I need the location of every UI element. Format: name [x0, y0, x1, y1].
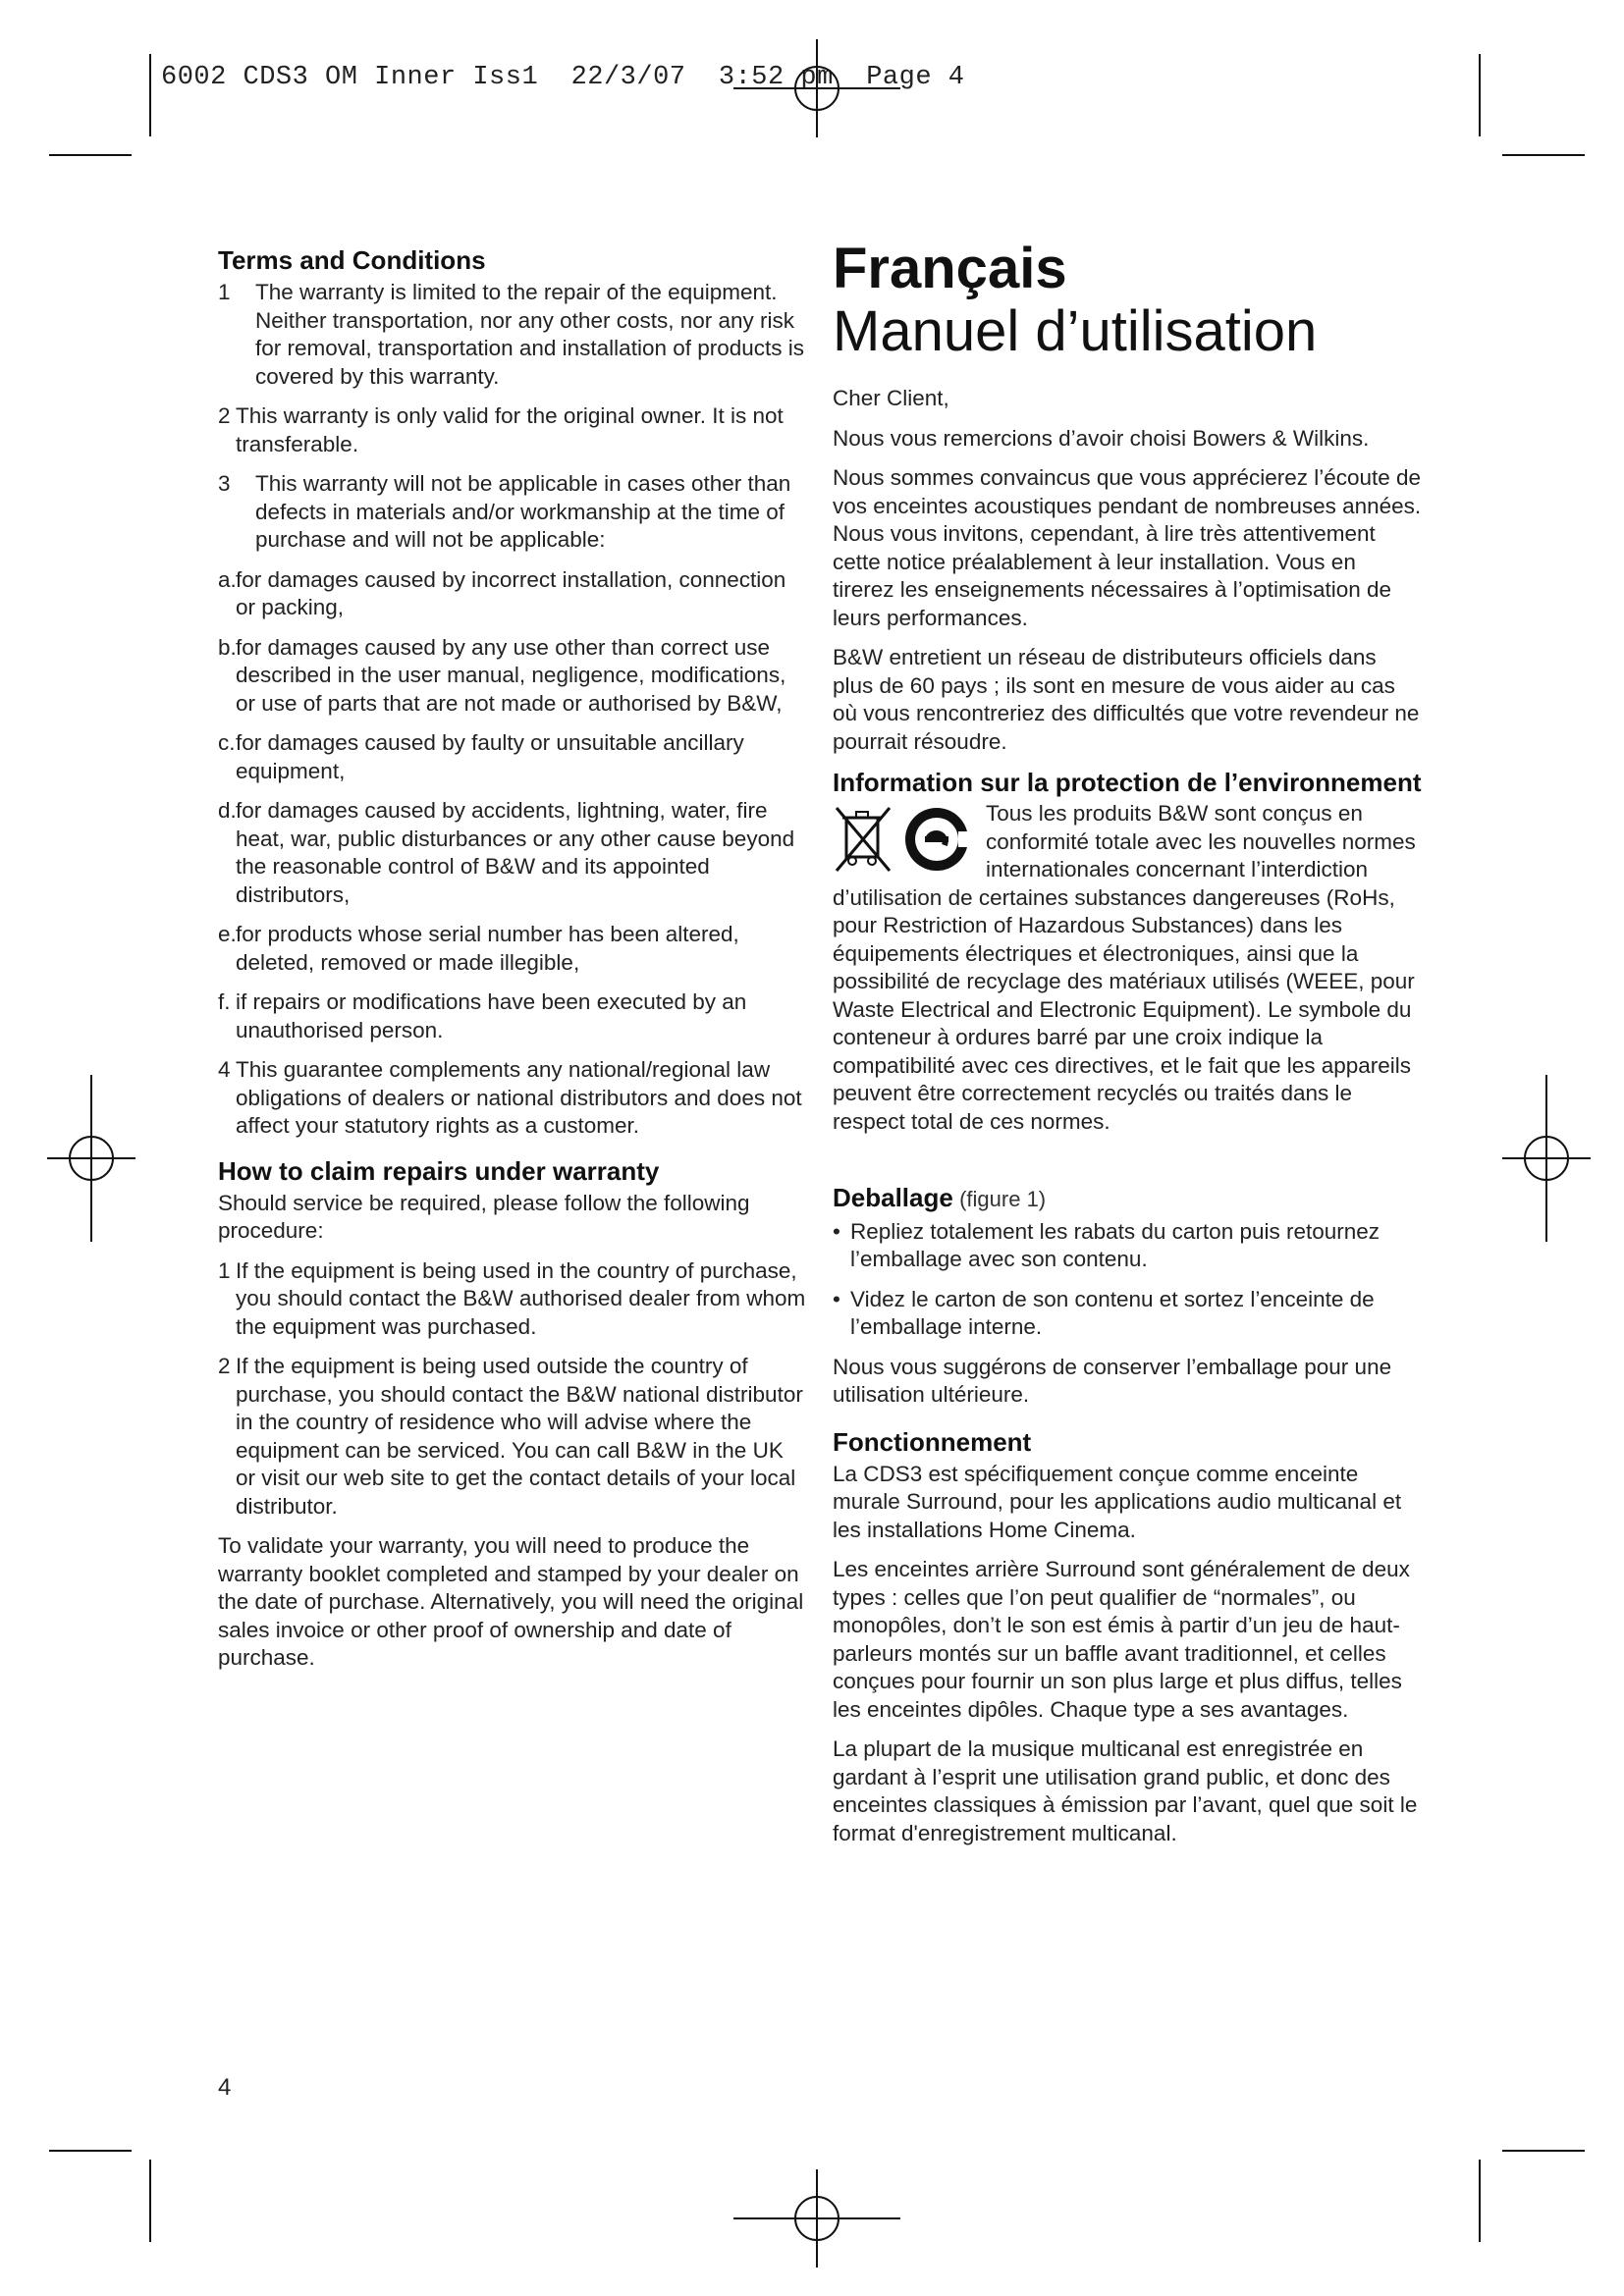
- terms-item-b: b. for damages caused by any use other than correct use described in the user manual, negligence, modifications, or use of parts that are not made or authorised by B&W,: [218, 634, 786, 716]
- env-block: [833, 800, 1422, 1136]
- unpack-note: Nous vous suggérons de conserver l’emballage pour une utilisation ultérieure.: [833, 1354, 1392, 1407]
- manual-subtitle: Manuel d’utilisation: [833, 299, 1318, 363]
- crop-mark-bottom-left-h: [49, 2150, 132, 2152]
- intro-paragraph-2: Nous sommes convaincus que vous apprécierez l’écoute de vos enceintes acoustiques pendant de nombreuses années. Nous vous invitons, cependant, à lire très attentivement cette notice préalablement à leur installation. Vous en tirerez les enseignements nécessaires à l’optimisation de leurs performances.: [833, 465, 1422, 630]
- rohs-e-icon: [901, 804, 972, 875]
- unpack-bullet-2: • Videz le carton de son contenu et sortez l’enceinte de l’emballage interne.: [833, 1286, 1375, 1339]
- terms-item-4: 4 This guarantee complements any national/regional law obligations of dealers or national distributors and does not affect your statutory rights as a customer.: [218, 1057, 802, 1138]
- terms-item-a: a. for damages caused by incorrect installation, connection or packing,: [218, 566, 786, 619]
- function-paragraph-1: La CDS3 est spécifiquement conçue comme enceinte murale Surround, pour les applications audio multicanal et les installations Home Cinema.: [833, 1461, 1402, 1542]
- crop-mark-bottom-left-v: [149, 2160, 151, 2242]
- unpack-title: Deballage: [833, 1183, 953, 1212]
- function-heading: Fonctionnement: [833, 1426, 1032, 1457]
- registration-mark-left: [47, 1075, 135, 1242]
- left-column: [218, 245, 807, 1684]
- terms-item-3: 3 This warranty will not be applicable in cases other than defects in materials and/or workmanship at the time of purchase and will not be applicable:: [218, 471, 791, 552]
- registration-mark-right: [1502, 1075, 1591, 1242]
- crop-mark-bottom-right-v: [1479, 2160, 1481, 2242]
- function-paragraph-2: Les enceintes arrière Surround sont généralement de deux types : celles que l’on peut qualifier de “normales”, ou monopôles, don’t le son est émis à partir d’un jeu de haut-parleurs montés sur un baffle avant traditionnel, et celles conçues pour fournir un son plus large et plus diffus, telles les enceintes dipôles. Chaque type a ses avantages.: [833, 1557, 1410, 1722]
- weee-crossed-bin-icon: [833, 804, 893, 875]
- crop-mark-top-left-h: [49, 154, 132, 156]
- claim-item-2: 2 If the equipment is being used outside the country of purchase, you should contact the B&W national distributor in the country of residence who will advise where the equipment can be serviced. You can call B&W in the UK or visit our web site to get the contact details of your local distributor.: [218, 1354, 803, 1519]
- unpack-figure-ref: (figure 1): [959, 1187, 1047, 1211]
- crop-mark-bottom-right-h: [1502, 2150, 1585, 2152]
- claim-item-1: 1 If the equipment is being used in the country of purchase, you should contact the B&W authorised dealer from whom the equipment was purchased.: [218, 1257, 806, 1339]
- claim-heading: How to claim repairs under warranty: [218, 1155, 660, 1186]
- page-number: 4: [218, 2074, 232, 2101]
- claim-intro: Should service be required, please follow the following procedure:: [218, 1190, 750, 1243]
- greeting: Cher Client,: [833, 386, 949, 410]
- terms-item-e: e. for products whose serial number has been altered, deleted, removed or made illegible,: [218, 922, 739, 975]
- env-icons: [833, 804, 972, 875]
- terms-item-f: f. if repairs or modifications have been executed by an unauthorised person.: [218, 989, 747, 1042]
- registration-mark-bottom: [733, 2169, 900, 2268]
- terms-item-c: c. for damages caused by faulty or unsuitable ancillary equipment,: [218, 730, 744, 783]
- terms-item-2: 2 This warranty is only valid for the original owner. It is not transferable.: [218, 403, 784, 456]
- crop-mark-top-left-v: [149, 54, 151, 136]
- intro-paragraph-1: Nous vous remercions d’avoir choisi Bowers & Wilkins.: [833, 425, 1370, 451]
- unpack-heading: [833, 1183, 1422, 1214]
- right-column: [833, 238, 1422, 1859]
- crop-mark-top-right-h: [1502, 154, 1585, 156]
- env-text: Tous les produits B&W sont conçus en conformité totale avec les nouvelles normes internationales concernant l’interdiction d’utilisation de certaines substances dangereuses (RoHs, pour Restriction of Hazardous Substances) dans les équipements électriques et électroniques, ainsi que la possibilité de recyclage des matériaux utilisés (WEEE, pour Waste Electrical and Electronic Equipment). Le symbole du conteneur à ordures barré par une croix indique la compatibilité avec ces directives, et le fait que les appareils peuvent être correctement recyclés ou traités dans le respect total de ces normes.: [833, 801, 1416, 1134]
- intro-paragraph-3: B&W entretient un réseau de distributeurs officiels dans plus de 60 pays ; ils sont en mesure de vous aider au cas où vous rencontreriez des difficultés que votre revendeur ne pourrait résoudre.: [833, 645, 1420, 754]
- registration-mark-top: [733, 39, 900, 137]
- claim-outro: To validate your warranty, you will need to produce the warranty booklet completed and stamped by your dealer on the date of purchase. Alternatively, you will need the original sales invoice or other proof of ownership and date of purchase.: [218, 1533, 804, 1670]
- print-slug: 6002 CDS3 OM Inner Iss1 22/3/07 3:52 pm Page 4: [161, 63, 965, 92]
- terms-item-1: 1 The warranty is limited to the repair of the equipment. Neither transportation, nor any other costs, nor any risk for removal, transportation and installation of products is covered by this warranty.: [218, 280, 805, 389]
- language-title: Français: [833, 237, 1067, 300]
- env-heading: Information sur la protection de l’environnement: [833, 768, 1422, 797]
- function-paragraph-3: La plupart de la musique multicanal est enregistrée en gardant à l’esprit une utilisation grand public, et donc des enceintes classiques à émission par l’avant, quel que soit le format d'enregistrement multicanal.: [833, 1736, 1418, 1845]
- unpack-bullet-1: • Repliez totalement les rabats du carton puis retournez l’emballage avec son contenu.: [833, 1218, 1380, 1271]
- terms-item-d: d. for damages caused by accidents, lightning, water, fire heat, war, public disturbances or any other cause beyond the reasonable control of B&W and its appointed distributors,: [218, 798, 795, 907]
- terms-heading: Terms and Conditions: [218, 245, 486, 275]
- crop-mark-top-right-v: [1479, 54, 1481, 136]
